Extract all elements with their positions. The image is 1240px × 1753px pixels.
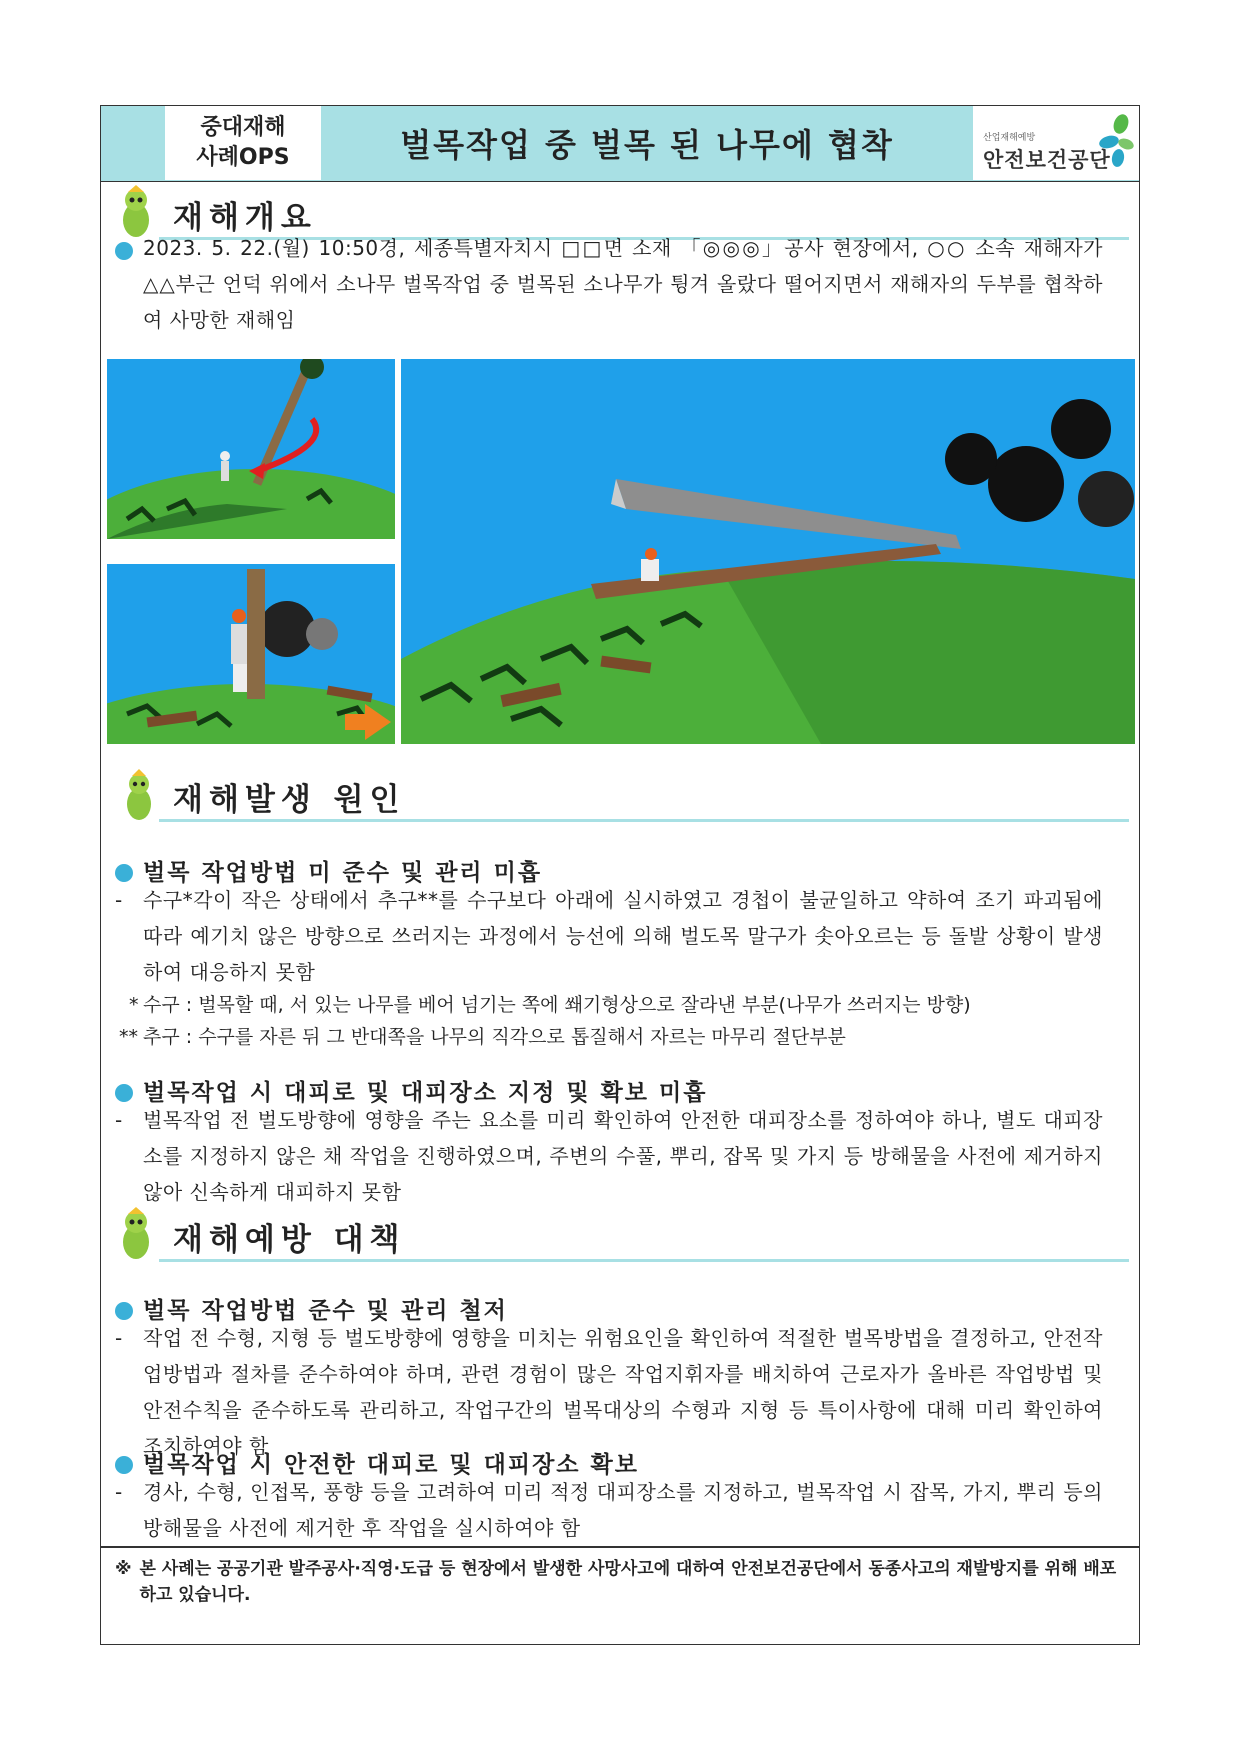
footnote-1: 수구 : 벌목할 때, 서 있는 나무를 베어 넘기는 쪽에 쐐기형상으로 잘라낸 부분(나무가 쓰러지는 방향)	[143, 994, 971, 1016]
logo-name: 안전보건공단	[983, 148, 1111, 172]
category-tag-line1: 중대재해	[200, 115, 286, 140]
bullet-icon	[115, 1302, 133, 1320]
cause-1-title: 벌목 작업방법 미 준수 및 관리 미흡	[143, 860, 543, 886]
footnote-1-mark: *	[129, 994, 139, 1016]
cause-1-body: 수구*각이 작은 상태에서 추구**를 수구보다 아래에 실시하였고 경첩이 불균일하고 약하여 조기 파괴됨에 따라 예기치 않은 방향으로 쓰러지는 과정에서 능선에 의해 벌도목 말구가 솟아오르는 등 돌발 상황이 발생하여 대응하지 못함	[143, 888, 1103, 984]
dash-marker: -	[115, 1480, 123, 1504]
bullet-icon	[115, 242, 133, 260]
illustration-felling	[107, 359, 395, 539]
footnote-2-mark: **	[119, 1026, 138, 1048]
cause-2-title: 벌목작업 시 대피로 및 대피장소 지정 및 확보 미흡	[143, 1080, 708, 1106]
overview-title: 재해개요	[173, 200, 317, 236]
dash-marker: -	[115, 1108, 123, 1132]
causes-heading	[109, 766, 1129, 822]
heading-underline	[159, 1259, 1129, 1262]
prevention-1-title: 벌목 작업방법 준수 및 관리 철저	[143, 1298, 508, 1324]
causes-title: 재해발생 원인	[173, 782, 406, 818]
overview-text: 2023. 5. 22.(월) 10:50경, 세종특별자치시 □□면 소재 「◎◎◎」공사 현장에서, ○○ 소속 재해자가 △△부근 언덕 위에서 소나무 벌목작업 중 벌목된 소나무가 튕겨 올랐다 떨어지면서 재해자의 두부를 협착하여 사망한 재해임	[143, 236, 1103, 332]
footer-text: 본 사례는 공공기관 발주공사·직영·도급 등 현장에서 발생한 사망사고에 대하여 안전보건공단에서 동종사고의 재발방지를 위해 배포하고 있습니다.	[139, 1559, 1117, 1605]
prevention-title: 재해예방 대책	[173, 1222, 406, 1258]
page-title: 벌목작업 중 벌목 된 나무에 협착	[400, 126, 894, 164]
prevention-2-title: 벌목작업 시 안전한 대피로 및 대피장소 확보	[143, 1452, 639, 1478]
bullet-icon	[115, 1084, 133, 1102]
header-bar	[101, 106, 1139, 182]
illustration-accident	[401, 359, 1135, 744]
prevention-1-body: 작업 전 수형, 지형 등 벌도방향에 영향을 미치는 위험요인을 확인하여 적절한 벌목방법을 결정하고, 안전작업방법과 절차를 준수하여야 하며, 관련 경험이 많은 작업지휘자를 배치하여 근로자가 올바른 작업방법 및 안전수칙을 준수하도록 관리하고, 작업구간의 벌목대상의 수형과 지형 등 특이사항에 대해 미리 확인하여 조치하여야 함	[143, 1326, 1103, 1458]
mascot-icon	[113, 766, 159, 822]
arrow-stem	[345, 714, 365, 730]
logo-subtitle: 산업재해예방	[983, 133, 1036, 143]
cause-2-body: 벌목작업 전 벌도방향에 영향을 주는 요소를 미리 확인하여 안전한 대피장소를 정하여야 하나, 별도 대피장소를 지정하지 않은 채 작업을 진행하였으며, 주변의 수풀, 뿌리, 잡목 및 가지 등 방해물을 사전에 제거하지 않아 신속하게 대피하지 못함	[143, 1108, 1103, 1204]
felling-scene-image	[107, 359, 395, 539]
heading-underline	[159, 819, 1129, 822]
category-tag-line2: 사례OPS	[196, 145, 290, 170]
cross-leaf-icon	[1091, 112, 1135, 172]
dash-marker: -	[115, 1326, 123, 1350]
footnote-2: 추구 : 수구를 자른 뒤 그 반대쪽을 나무의 직각으로 톱질해서 자르는 마무리 절단부분	[143, 1026, 846, 1048]
prevention-heading	[109, 1206, 1129, 1262]
footer-mark: ※	[115, 1559, 132, 1579]
bulletin-sheet	[100, 105, 1140, 1645]
arrow-right-icon	[365, 704, 391, 740]
bullet-icon	[115, 864, 133, 882]
bullet-icon	[115, 1456, 133, 1474]
kosha-logo	[973, 106, 1139, 180]
dash-marker: -	[115, 888, 123, 912]
footer-notice	[115, 1556, 1125, 1608]
accident-scene-image	[401, 359, 1135, 744]
prevention-2-body: 경사, 수형, 인접목, 풍향 등을 고려하여 미리 적정 대피장소를 지정하고, 벌목작업 시 잡목, 가지, 뿌리 등의 방해물을 사전에 제거한 후 작업을 실시하여야 함	[143, 1480, 1103, 1540]
category-tag	[165, 106, 321, 180]
mascot-icon	[113, 1206, 159, 1262]
footer-rule	[101, 1546, 1139, 1548]
